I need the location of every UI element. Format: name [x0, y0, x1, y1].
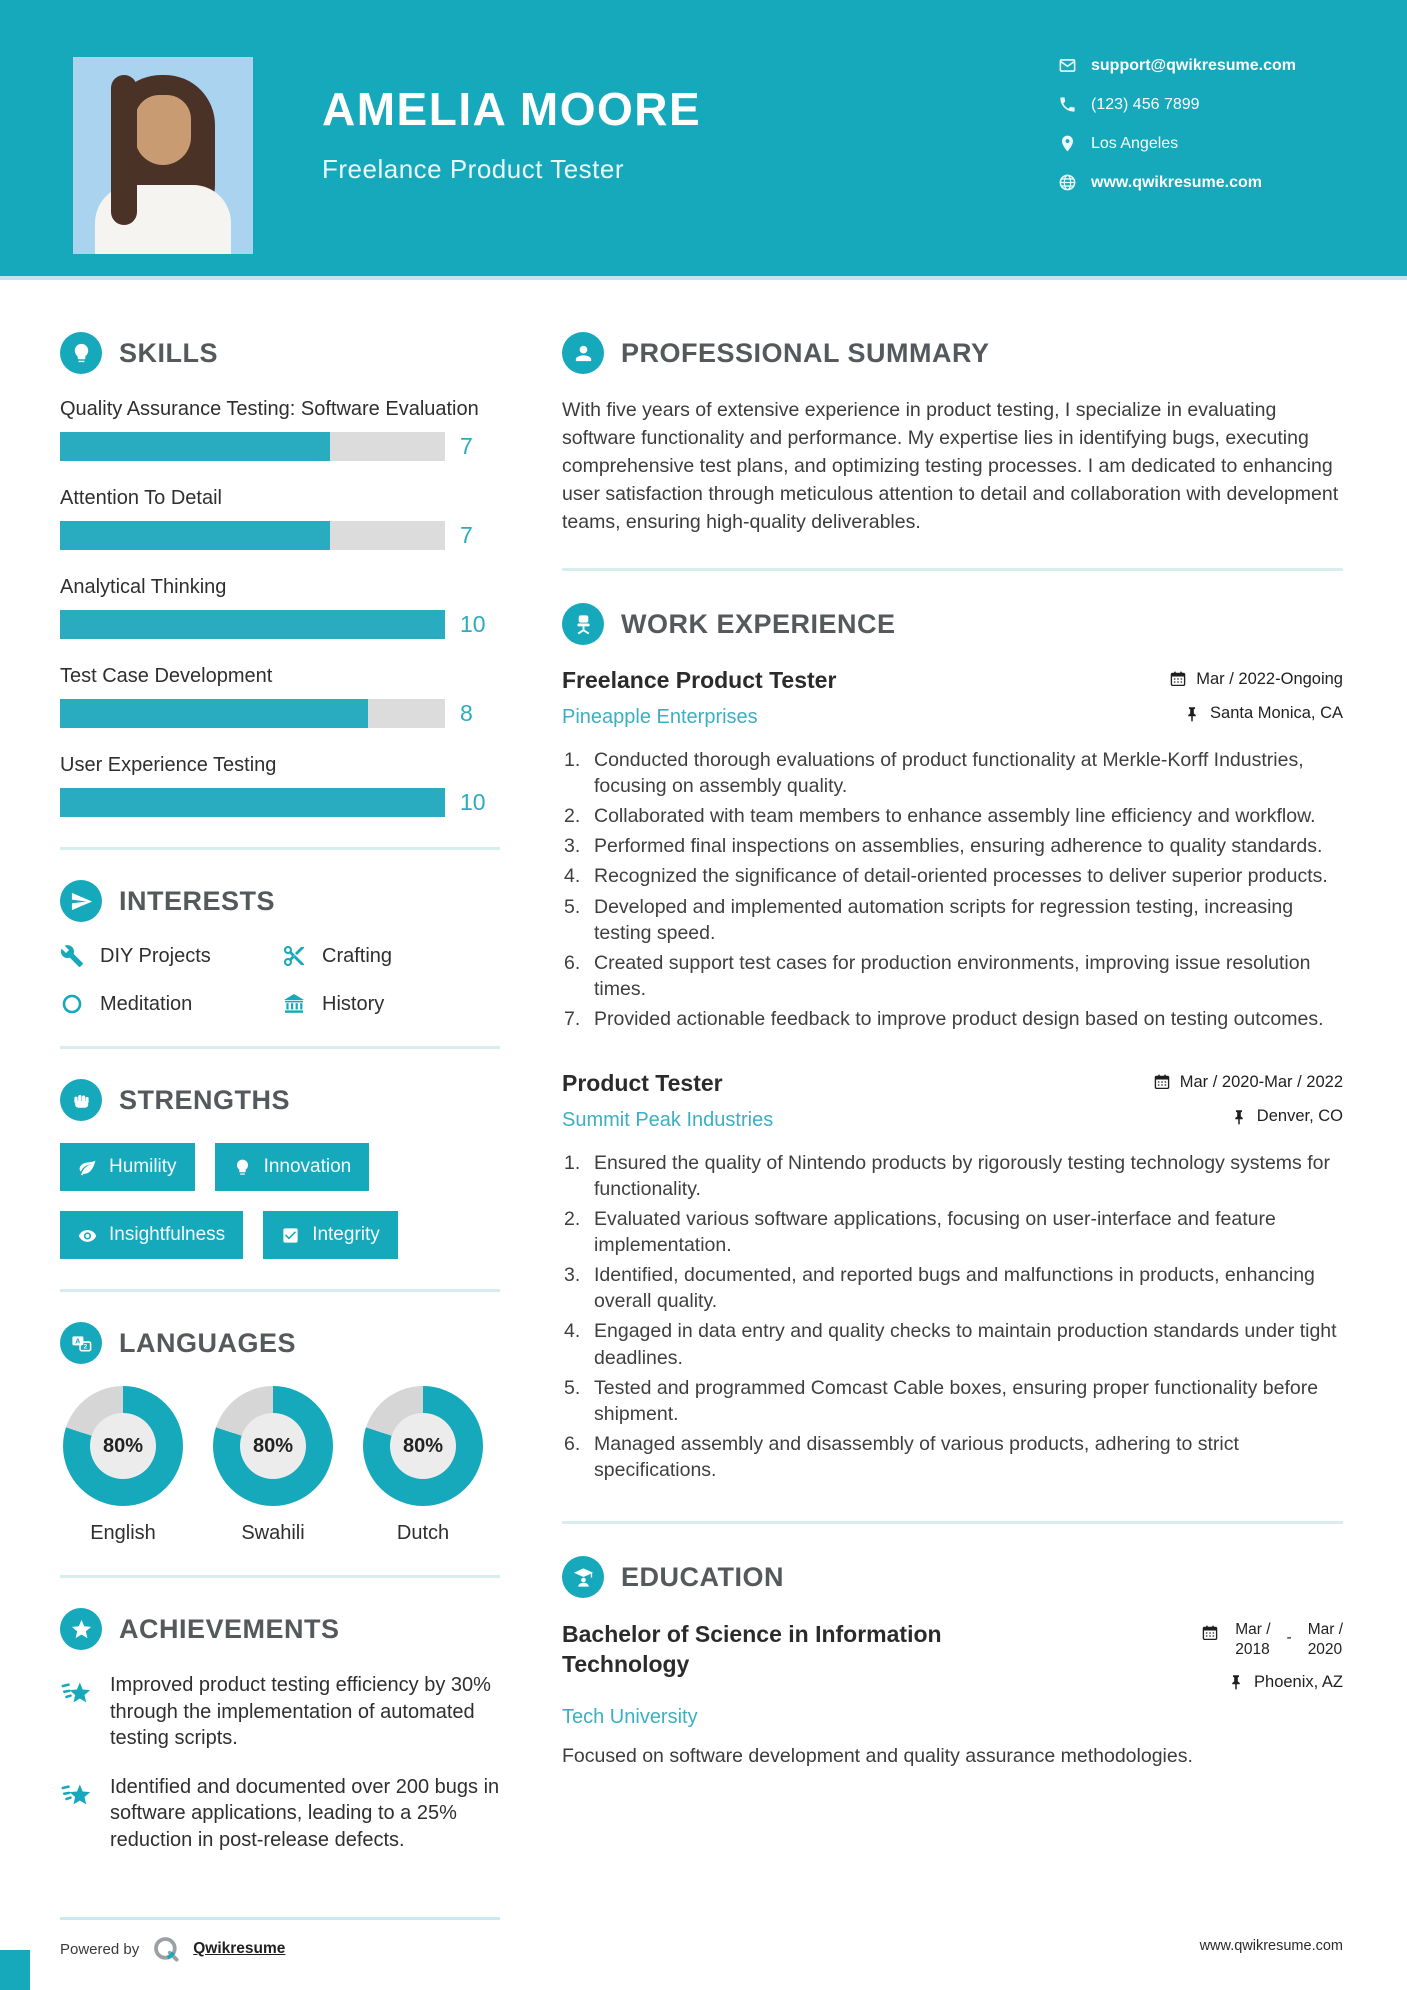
experience-section [562, 603, 1343, 1483]
header [0, 0, 1407, 280]
languages-title: LANGUAGES [119, 1327, 297, 1358]
divider [562, 568, 1343, 571]
photo-hair-side [111, 75, 137, 225]
language-item [60, 1386, 186, 1545]
job-bullet: Identified, documented, and reported bugs and malfunctions in products, enhancing overall quality. [594, 1264, 1315, 1313]
language-label: English [90, 1522, 156, 1544]
job-company: Summit Peak Industries [562, 1108, 774, 1131]
skill-bar [60, 521, 445, 550]
footer [60, 1934, 1343, 1964]
languages-header [60, 1322, 500, 1364]
calendar-icon [1169, 670, 1187, 688]
language-label: Dutch [396, 1522, 450, 1544]
language-item [210, 1386, 336, 1545]
fist-icon [60, 1079, 102, 1121]
divider [60, 847, 500, 850]
eye-icon [78, 1226, 97, 1245]
interest-item [282, 992, 500, 1016]
job-bullet: Engaged in data entry and quality checks to maintain production standards under tight deadlines. [594, 1320, 1337, 1369]
skill-value: 10 [460, 789, 486, 815]
name-block [322, 82, 701, 185]
divider [60, 1575, 500, 1578]
skill-value: 7 [460, 522, 473, 548]
contact-location: Los Angeles [1091, 134, 1179, 152]
interest-item [60, 992, 282, 1016]
education-section [562, 1556, 1343, 1768]
strength-badges [60, 1143, 500, 1259]
strength-badge [215, 1143, 370, 1191]
job-entry [562, 1070, 1343, 1483]
main-content [0, 280, 1407, 1876]
skill-value: 8 [460, 700, 473, 726]
interest-label: Crafting [322, 944, 393, 967]
interest-label: History [322, 992, 385, 1015]
school: Tech University [562, 1705, 698, 1728]
strength-badge [60, 1143, 195, 1191]
job-location-text: Denver, CO [1256, 1107, 1343, 1126]
education-location-text: Phoenix, AZ [1254, 1672, 1343, 1691]
skill-bar [60, 610, 445, 639]
footer-divider [60, 1917, 500, 1920]
strength-label: Integrity [312, 1224, 380, 1245]
language-donut [63, 1386, 183, 1506]
skills-header [60, 332, 500, 374]
job-bullets [562, 747, 1343, 1032]
contact-phone: (123) 456 7899 [1091, 95, 1200, 113]
education-start-date: Mar / 2018 [1235, 1621, 1271, 1658]
chair-icon [562, 603, 604, 645]
job-dates-text: Mar / 2022-Ongoing [1196, 669, 1343, 688]
pushpin-icon [1230, 1108, 1248, 1126]
education-description: Focused on software development and quality assurance methodologies. [562, 1744, 1193, 1767]
paper-plane-icon [60, 880, 102, 922]
skill-label: Analytical Thinking [60, 576, 227, 598]
job-bullet: Developed and implemented automation scripts for regression testing, increasing testing speed. [594, 895, 1294, 944]
achievement-text: Identified and documented over 200 bugs in software applications, leading to a 25% reduction in post-release defects. [110, 1775, 500, 1851]
shooting-star-icon [60, 1776, 94, 1810]
language-donut [363, 1386, 483, 1506]
strength-label: Humility [109, 1156, 177, 1177]
skill-bar [60, 699, 445, 728]
job-dates-text: Mar / 2020-Mar / 2022 [1179, 1072, 1343, 1091]
achievements-title: ACHIEVEMENTS [119, 1613, 340, 1644]
experience-title: WORK EXPERIENCE [621, 608, 896, 639]
strengths-title: STRENGTHS [119, 1084, 291, 1115]
interests-section [60, 880, 500, 1016]
achievement-text: Improved product testing efficiency by 30% through the implementation of automated testing scripts. [110, 1674, 491, 1750]
star-icon [60, 1608, 102, 1650]
contact-info [1058, 56, 1296, 192]
person-icon [562, 332, 604, 374]
checkbox-icon [281, 1226, 300, 1245]
powered-by [60, 1934, 285, 1964]
skill-item [60, 663, 500, 728]
job-bullet: Provided actionable feedback to improve product design based on testing outcomes. [594, 1008, 1324, 1031]
job-dates [1153, 1073, 1343, 1092]
job-location [1230, 1107, 1343, 1126]
job-bullet: Evaluated various software applications, focusing on user-interface and feature implementation. [594, 1207, 1276, 1257]
skills-section [60, 332, 500, 817]
date-separator: - [1286, 1629, 1292, 1647]
leaf-icon [78, 1158, 97, 1177]
location-icon [1058, 134, 1077, 153]
globe-icon [1058, 173, 1077, 192]
language-percent: 80% [402, 1434, 444, 1457]
job-bullet: Collaborated with team members to enhance assembly line efficiency and workflow. [594, 805, 1316, 828]
skill-item [60, 574, 500, 639]
job-title: Product Tester [562, 1070, 723, 1097]
photo-face [135, 95, 191, 165]
email-icon [1058, 56, 1077, 75]
contact-phone-row [1058, 95, 1296, 114]
interest-item [282, 944, 500, 968]
phone-icon [1058, 95, 1077, 114]
left-column [60, 332, 500, 1876]
skill-label: Attention To Detail [60, 487, 222, 509]
job-bullet: Created support test cases for production environments, improving issue resolution times. [594, 951, 1311, 1000]
job-location [1183, 704, 1343, 723]
language-item [360, 1386, 486, 1545]
language-donut [213, 1386, 333, 1506]
skill-bar [60, 432, 445, 461]
achievements-section [60, 1608, 500, 1854]
circle-icon [60, 992, 84, 1016]
skill-bar [60, 788, 445, 817]
divider [60, 1289, 500, 1292]
job-title: Freelance Product Tester [562, 667, 837, 694]
skill-value: 7 [460, 433, 473, 459]
corner-accent [0, 1950, 30, 1990]
language-percent: 80% [252, 1434, 294, 1457]
graduation-icon [562, 1556, 604, 1598]
skill-label: Test Case Development [60, 665, 273, 687]
education-meta [1201, 1620, 1343, 1692]
summary-text: With five years of extensive experience in product testing, I specialize in evaluating software functionality and performance. My expertise lies in identifying bugs, executing comprehensive test plans, and optimizing testing processes. I am dedicated to enhancing user satisfaction through meticulous attention to detail and collaboration with development teams, ensuring high-quality deliverables. [562, 399, 1339, 534]
skills-title: SKILLS [119, 337, 219, 368]
divider [60, 1046, 500, 1049]
languages-section [60, 1322, 500, 1545]
job-company: Pineapple Enterprises [562, 705, 758, 728]
interests-grid [60, 944, 500, 1016]
job-bullet: Recognized the significance of detail-oriented processes to deliver superior products. [594, 865, 1328, 888]
job-location-text: Santa Monica, CA [1210, 704, 1343, 723]
right-column [562, 332, 1343, 1876]
summary-header [562, 332, 1343, 374]
powered-by-text: Powered by [60, 1940, 140, 1958]
degree: Bachelor of Science in Information Technology [562, 1621, 942, 1677]
contact-location-row [1058, 134, 1296, 153]
calendar-icon [1153, 1073, 1171, 1091]
strengths-section [60, 1079, 500, 1259]
achievement-item [60, 1774, 500, 1854]
job-bullets [562, 1150, 1343, 1484]
qwikresume-logo-icon [151, 1934, 181, 1964]
skill-item [60, 396, 500, 461]
achievements-header [60, 1608, 500, 1650]
scissors-icon [282, 944, 306, 968]
achievement-item [60, 1672, 500, 1752]
job-bullet: Tested and programmed Comcast Cable boxes, ensuring proper functionality before shipment. [594, 1376, 1319, 1425]
job-bullet: Performed final inspections on assemblies, ensuring adherence to quality standards. [594, 835, 1323, 858]
job-bullet: Ensured the quality of Nintendo products by rigorously testing technology systems for functionality. [594, 1151, 1330, 1200]
summary-section [562, 332, 1343, 536]
pushpin-icon [1183, 705, 1201, 723]
contact-website[interactable]: www.qwikresume.com [1091, 173, 1263, 191]
skill-label: User Experience Testing [60, 754, 277, 776]
strength-badge [60, 1211, 243, 1259]
skill-value: 10 [460, 611, 486, 637]
interest-label: Meditation [100, 992, 193, 1015]
contact-email-row [1058, 56, 1296, 75]
job-entry [562, 667, 1343, 1032]
bulb-icon [233, 1158, 252, 1177]
interest-item [60, 944, 282, 968]
job-bullet: Conducted thorough evaluations of product functionality at Merkle-Korff Industries, focusing on assembly quality. [594, 748, 1304, 798]
interest-label: DIY Projects [100, 944, 211, 967]
strength-label: Insightfulness [109, 1224, 226, 1245]
interests-header [60, 880, 500, 922]
job-dates [1169, 670, 1343, 689]
languages-list [60, 1386, 500, 1545]
skill-item [60, 752, 500, 817]
language-label: Swahili [241, 1522, 305, 1544]
candidate-title: Freelance Product Tester [322, 154, 624, 184]
strength-badge [263, 1211, 398, 1259]
museum-icon [282, 992, 306, 1016]
qwikresume-link[interactable]: Qwikresume [193, 1940, 286, 1957]
candidate-name: AMELIA MOORE [322, 83, 702, 135]
calendar-icon [1201, 1624, 1219, 1642]
language-percent: 80% [102, 1434, 144, 1457]
shooting-star-icon [60, 1674, 94, 1708]
translate-icon [60, 1322, 102, 1364]
skill-label: Quality Assurance Testing: Software Evaluation [60, 398, 479, 420]
education-location [1227, 1673, 1343, 1692]
wrench-icon [60, 944, 84, 968]
interests-title: INTERESTS [119, 885, 276, 916]
experience-header [562, 603, 1343, 645]
pushpin-icon [1227, 1673, 1245, 1691]
strengths-header [60, 1079, 500, 1121]
education-dates [1201, 1620, 1343, 1659]
education-end-date: Mar / 2020 [1307, 1621, 1343, 1658]
education-title: EDUCATION [621, 1561, 784, 1592]
education-header [562, 1556, 1343, 1598]
contact-website-row [1058, 173, 1296, 192]
divider [562, 1521, 1343, 1524]
skill-item [60, 485, 500, 550]
footer-site: www.qwikresume.com [1199, 1938, 1343, 1954]
profile-photo [73, 57, 253, 254]
strength-label: Innovation [263, 1156, 352, 1177]
job-bullet: Managed assembly and disassembly of various products, adhering to strict specifications. [594, 1432, 1239, 1482]
lightbulb-icon [60, 332, 102, 374]
summary-title: PROFESSIONAL SUMMARY [621, 337, 990, 368]
contact-email[interactable]: support@qwikresume.com [1091, 56, 1296, 74]
